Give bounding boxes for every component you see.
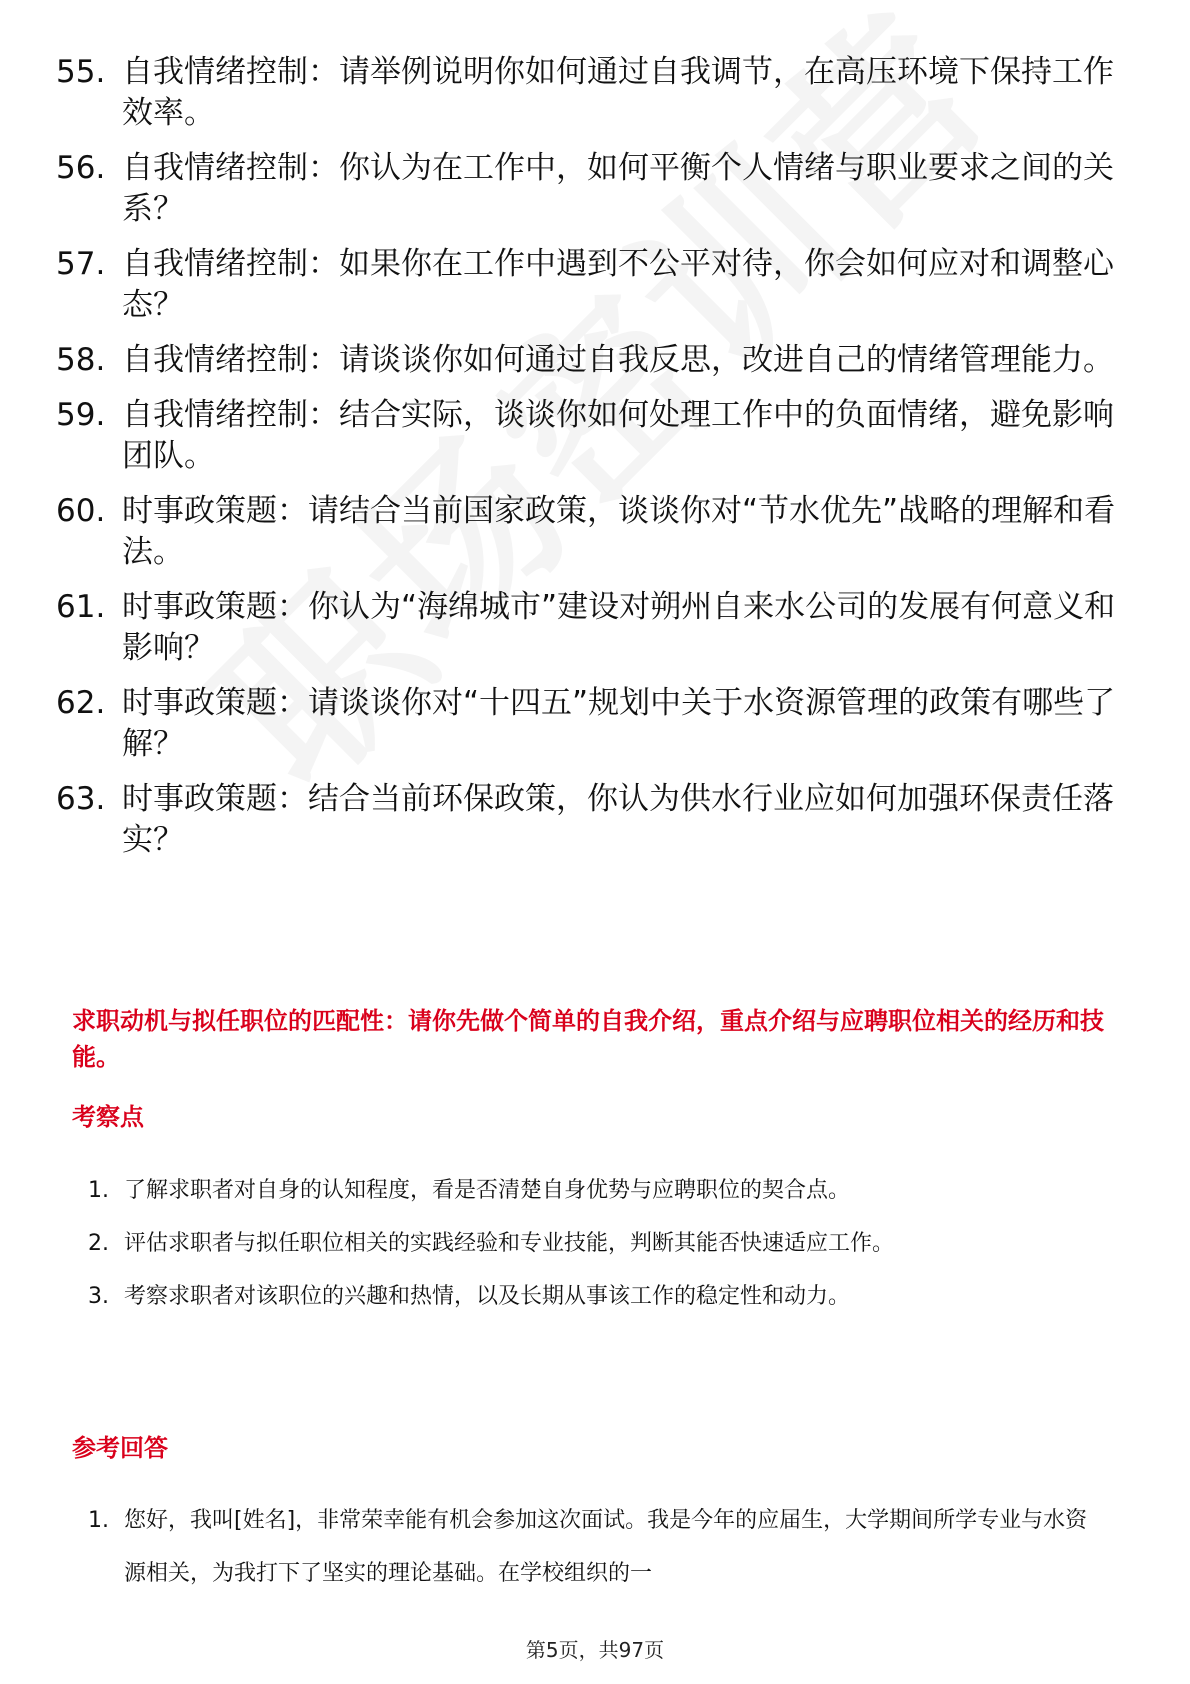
question-number: 60. xyxy=(56,493,106,529)
question-number: 62. xyxy=(56,685,106,721)
question-text: 自我情绪控制：你认为在工作中，如何平衡个人情绪与职业要求之间的关系？ xyxy=(122,150,1114,227)
list-item xyxy=(56,244,1136,326)
list-item xyxy=(56,491,1136,573)
point-number: 1. xyxy=(88,1178,109,1203)
question-list xyxy=(56,52,1136,875)
answer-text: 您好，我叫[姓名]，非常荣幸能有机会参加这次面试。我是今年的应届生，大学期间所学专业与水资源相关，为我打下了坚实的理论基础。在学校组织的一 xyxy=(124,1508,1088,1586)
list-item xyxy=(88,1270,1108,1323)
question-number: 56. xyxy=(56,150,106,186)
question-number: 58. xyxy=(56,342,106,378)
question-number: 63. xyxy=(56,781,106,817)
question-text: 时事政策题：结合当前环保政策，你认为供水行业应如何加强环保责任落实？ xyxy=(122,781,1114,858)
list-item xyxy=(56,395,1136,477)
point-text: 了解求职者对自身的认知程度，看是否清楚自身优势与应聘职位的契合点。 xyxy=(124,1178,851,1203)
question-text: 时事政策题：你认为“海绵城市”建设对朔州自来水公司的发展有何意义和影响？ xyxy=(122,589,1116,666)
list-item xyxy=(56,340,1136,381)
list-item xyxy=(88,1494,1108,1600)
question-text: 时事政策题：请谈谈你对“十四五”规划中关于水资源管理的政策有哪些了解？ xyxy=(122,685,1116,762)
question-text: 自我情绪控制：如果你在工作中遇到不公平对待，你会如何应对和调整心态？ xyxy=(122,246,1114,323)
question-text: 自我情绪控制：请举例说明你如何通过自我调节，在高压环境下保持工作效率。 xyxy=(122,54,1114,131)
question-number: 57. xyxy=(56,246,106,282)
list-item xyxy=(56,148,1136,230)
answer-list xyxy=(88,1494,1108,1600)
question-number: 59. xyxy=(56,397,106,433)
list-item xyxy=(56,779,1136,861)
list-item xyxy=(56,587,1136,669)
list-item xyxy=(56,52,1136,134)
point-number: 2. xyxy=(88,1231,109,1256)
question-text: 时事政策题：请结合当前国家政策，谈谈你对“节水优先”战略的理解和看法。 xyxy=(122,493,1116,570)
points-heading: 考察点 xyxy=(72,1103,144,1131)
question-text: 自我情绪控制：结合实际，谈谈你如何处理工作中的负面情绪，避免影响团队。 xyxy=(122,397,1114,474)
answer-heading: 参考回答 xyxy=(72,1434,168,1462)
page-footer: 第5页，共97页 xyxy=(525,1638,665,1662)
point-text: 考察求职者对该职位的兴趣和热情，以及长期从事该工作的稳定性和动力。 xyxy=(124,1284,851,1309)
list-item xyxy=(56,683,1136,765)
section-title: 求职动机与拟任职位的匹配性：请你先做个简单的自我介绍，重点介绍与应聘职位相关的经历和技能。 xyxy=(72,1007,1104,1071)
points-list xyxy=(88,1164,1108,1323)
answer-number: 1. xyxy=(88,1508,109,1533)
question-number: 55. xyxy=(56,54,106,90)
point-text: 评估求职者与拟任职位相关的实践经验和专业技能，判断其能否快速适应工作。 xyxy=(124,1231,895,1256)
point-number: 3. xyxy=(88,1284,109,1309)
list-item xyxy=(88,1164,1108,1217)
question-text: 自我情绪控制：请谈谈你如何通过自我反思，改进自己的情绪管理能力。 xyxy=(122,342,1114,378)
question-number: 61. xyxy=(56,589,106,625)
list-item xyxy=(88,1217,1108,1270)
